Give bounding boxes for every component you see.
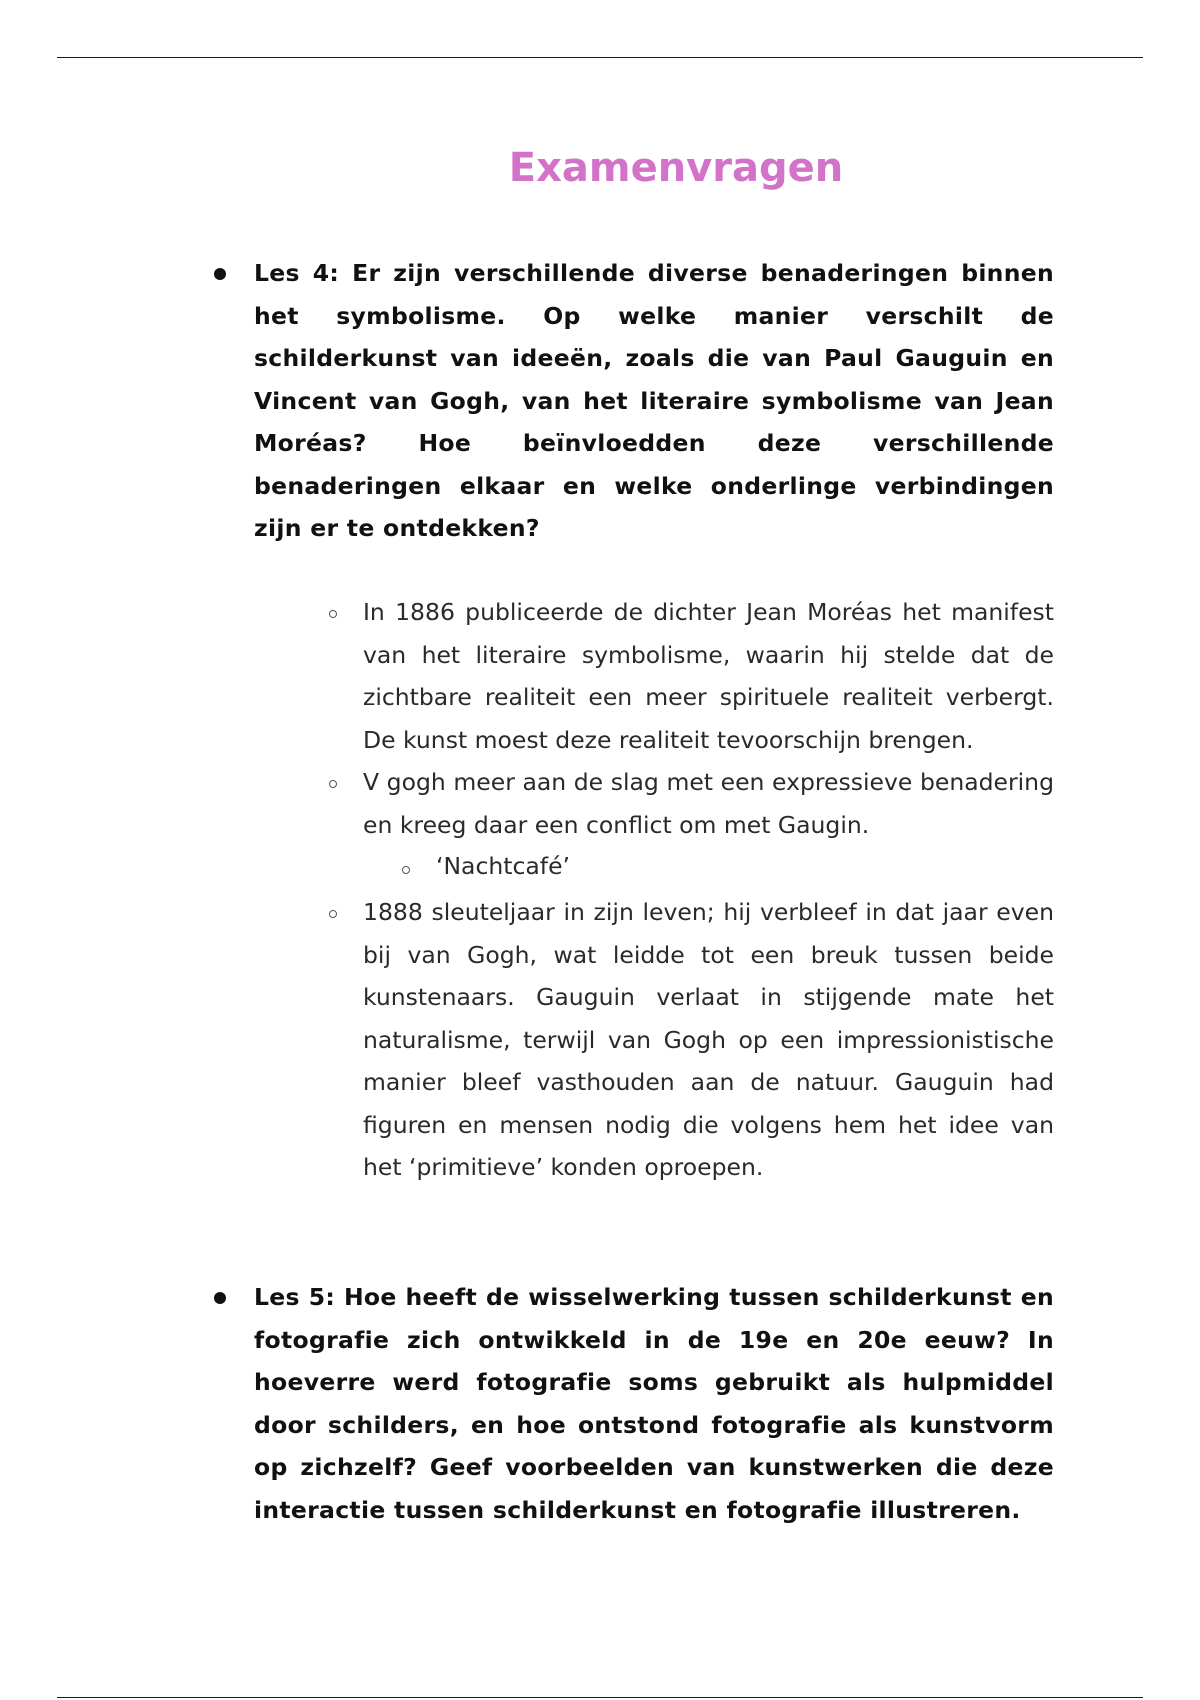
hollow-bullet-icon — [329, 610, 337, 618]
answer-item: 1888 sleuteljaar in zijn leven; hij verbleef in dat jaar even bij van Gogh, wat leidde tot een breuk tussen beide kunstenaars. Gauguin verlaat in stijgende mate het naturalisme, terwijl van Gogh op een impressionistische manier bleef vasthouden aan de natuur. Gauguin had figuren en mensen nodig die volgens hem het idee van het ‘primitieve’ konden oproepen. — [363, 898, 1054, 1181]
bullet-icon — [214, 1292, 226, 1304]
hollow-bullet-icon — [329, 780, 337, 788]
question-les-4: Les 4: Er zijn verschillende diverse benaderingen binnen het symbolisme. Op welke manier verschilt de schilderkunst van ideeën, zoals die van Paul Gauguin en Vincent van Gogh, van het literaire symbolisme van Jean Moréas? Hoe beïnvloedden deze verschillende benaderingen elkaar en welke onderlinge verbindingen zijn er te ontdekken? — [254, 259, 1054, 542]
question-les-5: Les 5: Hoe heeft de wisselwerking tussen schilderkunst en fotografie zich ontwikkeld in de 19e en 20e eeuw? In hoeverre werd fotografie soms gebruikt als hulpmiddel door schilders, en hoe ontstond fotografie als kunstvorm op zichzelf? Geef voorbeelden van kunstwerken die deze interactie tussen schilderkunst en fotografie illustreren. — [254, 1283, 1054, 1524]
answer-item: V gogh meer aan de slag met een expressieve benadering en kreeg daar een conflict om met Gaugin. — [363, 768, 1054, 839]
page-title: Examenvragen — [508, 145, 844, 191]
hollow-bullet-icon — [402, 866, 410, 874]
answer-subitem: ‘Nachtcafé’ — [436, 852, 571, 880]
hollow-bullet-icon — [329, 910, 337, 918]
footer-rule — [57, 1697, 1143, 1698]
answer-item: In 1886 publiceerde de dichter Jean Moréas het manifest van het literaire symbolisme, waarin hij stelde dat de zichtbare realiteit een meer spirituele realiteit verbergt. De kunst moest deze realiteit tevoorschijn brengen. — [363, 598, 1054, 754]
header-rule — [57, 57, 1143, 58]
bullet-icon — [214, 268, 226, 280]
